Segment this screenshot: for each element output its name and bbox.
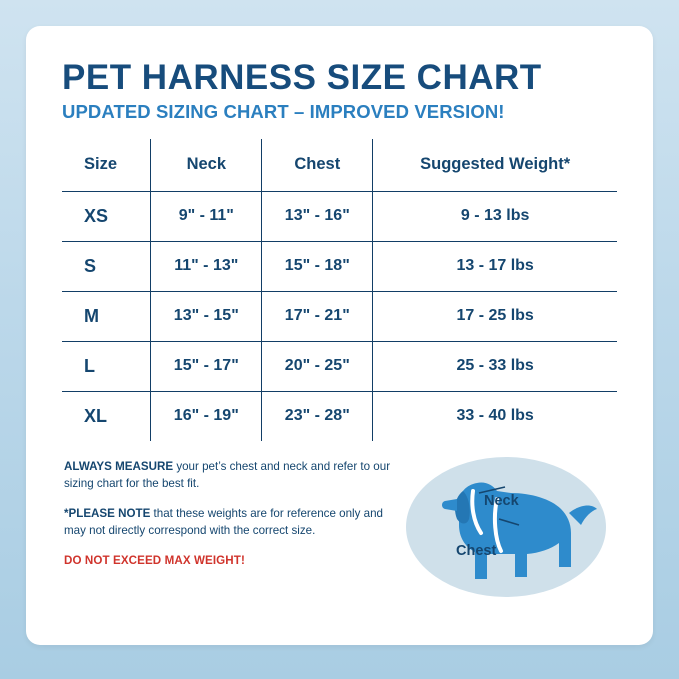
table-row xyxy=(62,191,617,241)
cell-chest: 20" - 25" xyxy=(262,341,373,391)
cell-weight: 25 - 33 lbs xyxy=(373,341,617,391)
column-header-weight: Suggested Weight* xyxy=(373,139,617,192)
note-please xyxy=(64,506,394,540)
table-body xyxy=(62,191,617,441)
cell-chest: 15" - 18" xyxy=(262,241,373,291)
cell-chest: 13" - 16" xyxy=(262,191,373,241)
cell-neck: 16" - 19" xyxy=(151,391,262,441)
cell-neck: 9" - 11" xyxy=(151,191,262,241)
table-header xyxy=(62,139,617,192)
cell-neck: 15" - 17" xyxy=(151,341,262,391)
dog-illustration xyxy=(394,459,617,609)
cell-weight: 17 - 25 lbs xyxy=(373,291,617,341)
column-header-neck: Neck xyxy=(151,139,262,192)
column-header-chest: Chest xyxy=(262,139,373,192)
note-measure xyxy=(64,459,394,493)
cell-size: L xyxy=(62,341,151,391)
content-card xyxy=(26,26,653,645)
table-row xyxy=(62,241,617,291)
column-header-size: Size xyxy=(62,139,151,192)
table-header-row xyxy=(62,139,617,192)
table-row xyxy=(62,341,617,391)
cell-size: XS xyxy=(62,191,151,241)
label-chest: Chest xyxy=(456,542,497,559)
cell-weight: 33 - 40 lbs xyxy=(373,391,617,441)
footer-section xyxy=(62,459,617,609)
dog-icon xyxy=(401,447,611,607)
cell-neck: 13" - 15" xyxy=(151,291,262,341)
note-measure-lead: ALWAYS MEASURE xyxy=(64,459,174,473)
table-row xyxy=(62,291,617,341)
page-subtitle: UPDATED SIZING CHART – IMPROVED VERSION! xyxy=(62,100,505,122)
note-warning: DO NOT EXCEED MAX WEIGHT! xyxy=(64,553,245,567)
cell-size: XL xyxy=(62,391,151,441)
table-row xyxy=(62,391,617,441)
cell-size: S xyxy=(62,241,151,291)
notes-block xyxy=(62,459,394,609)
cell-weight: 13 - 17 lbs xyxy=(373,241,617,291)
cell-chest: 17" - 21" xyxy=(262,291,373,341)
size-chart-table xyxy=(62,139,617,441)
cell-weight: 9 - 13 lbs xyxy=(373,191,617,241)
note-measure-text: your pet’s chest and neck and refer to our sizing chart for the best fit. xyxy=(64,459,391,490)
note-please-text: that these weights are for reference only and may not directly correspond with the correct size. xyxy=(64,507,383,538)
cell-neck: 11" - 13" xyxy=(151,241,262,291)
page-title: PET HARNESS SIZE CHART xyxy=(62,58,542,97)
label-neck: Neck xyxy=(484,492,519,509)
cell-size: M xyxy=(62,291,151,341)
cell-chest: 23" - 28" xyxy=(262,391,373,441)
note-please-lead: *PLEASE NOTE xyxy=(64,507,151,521)
